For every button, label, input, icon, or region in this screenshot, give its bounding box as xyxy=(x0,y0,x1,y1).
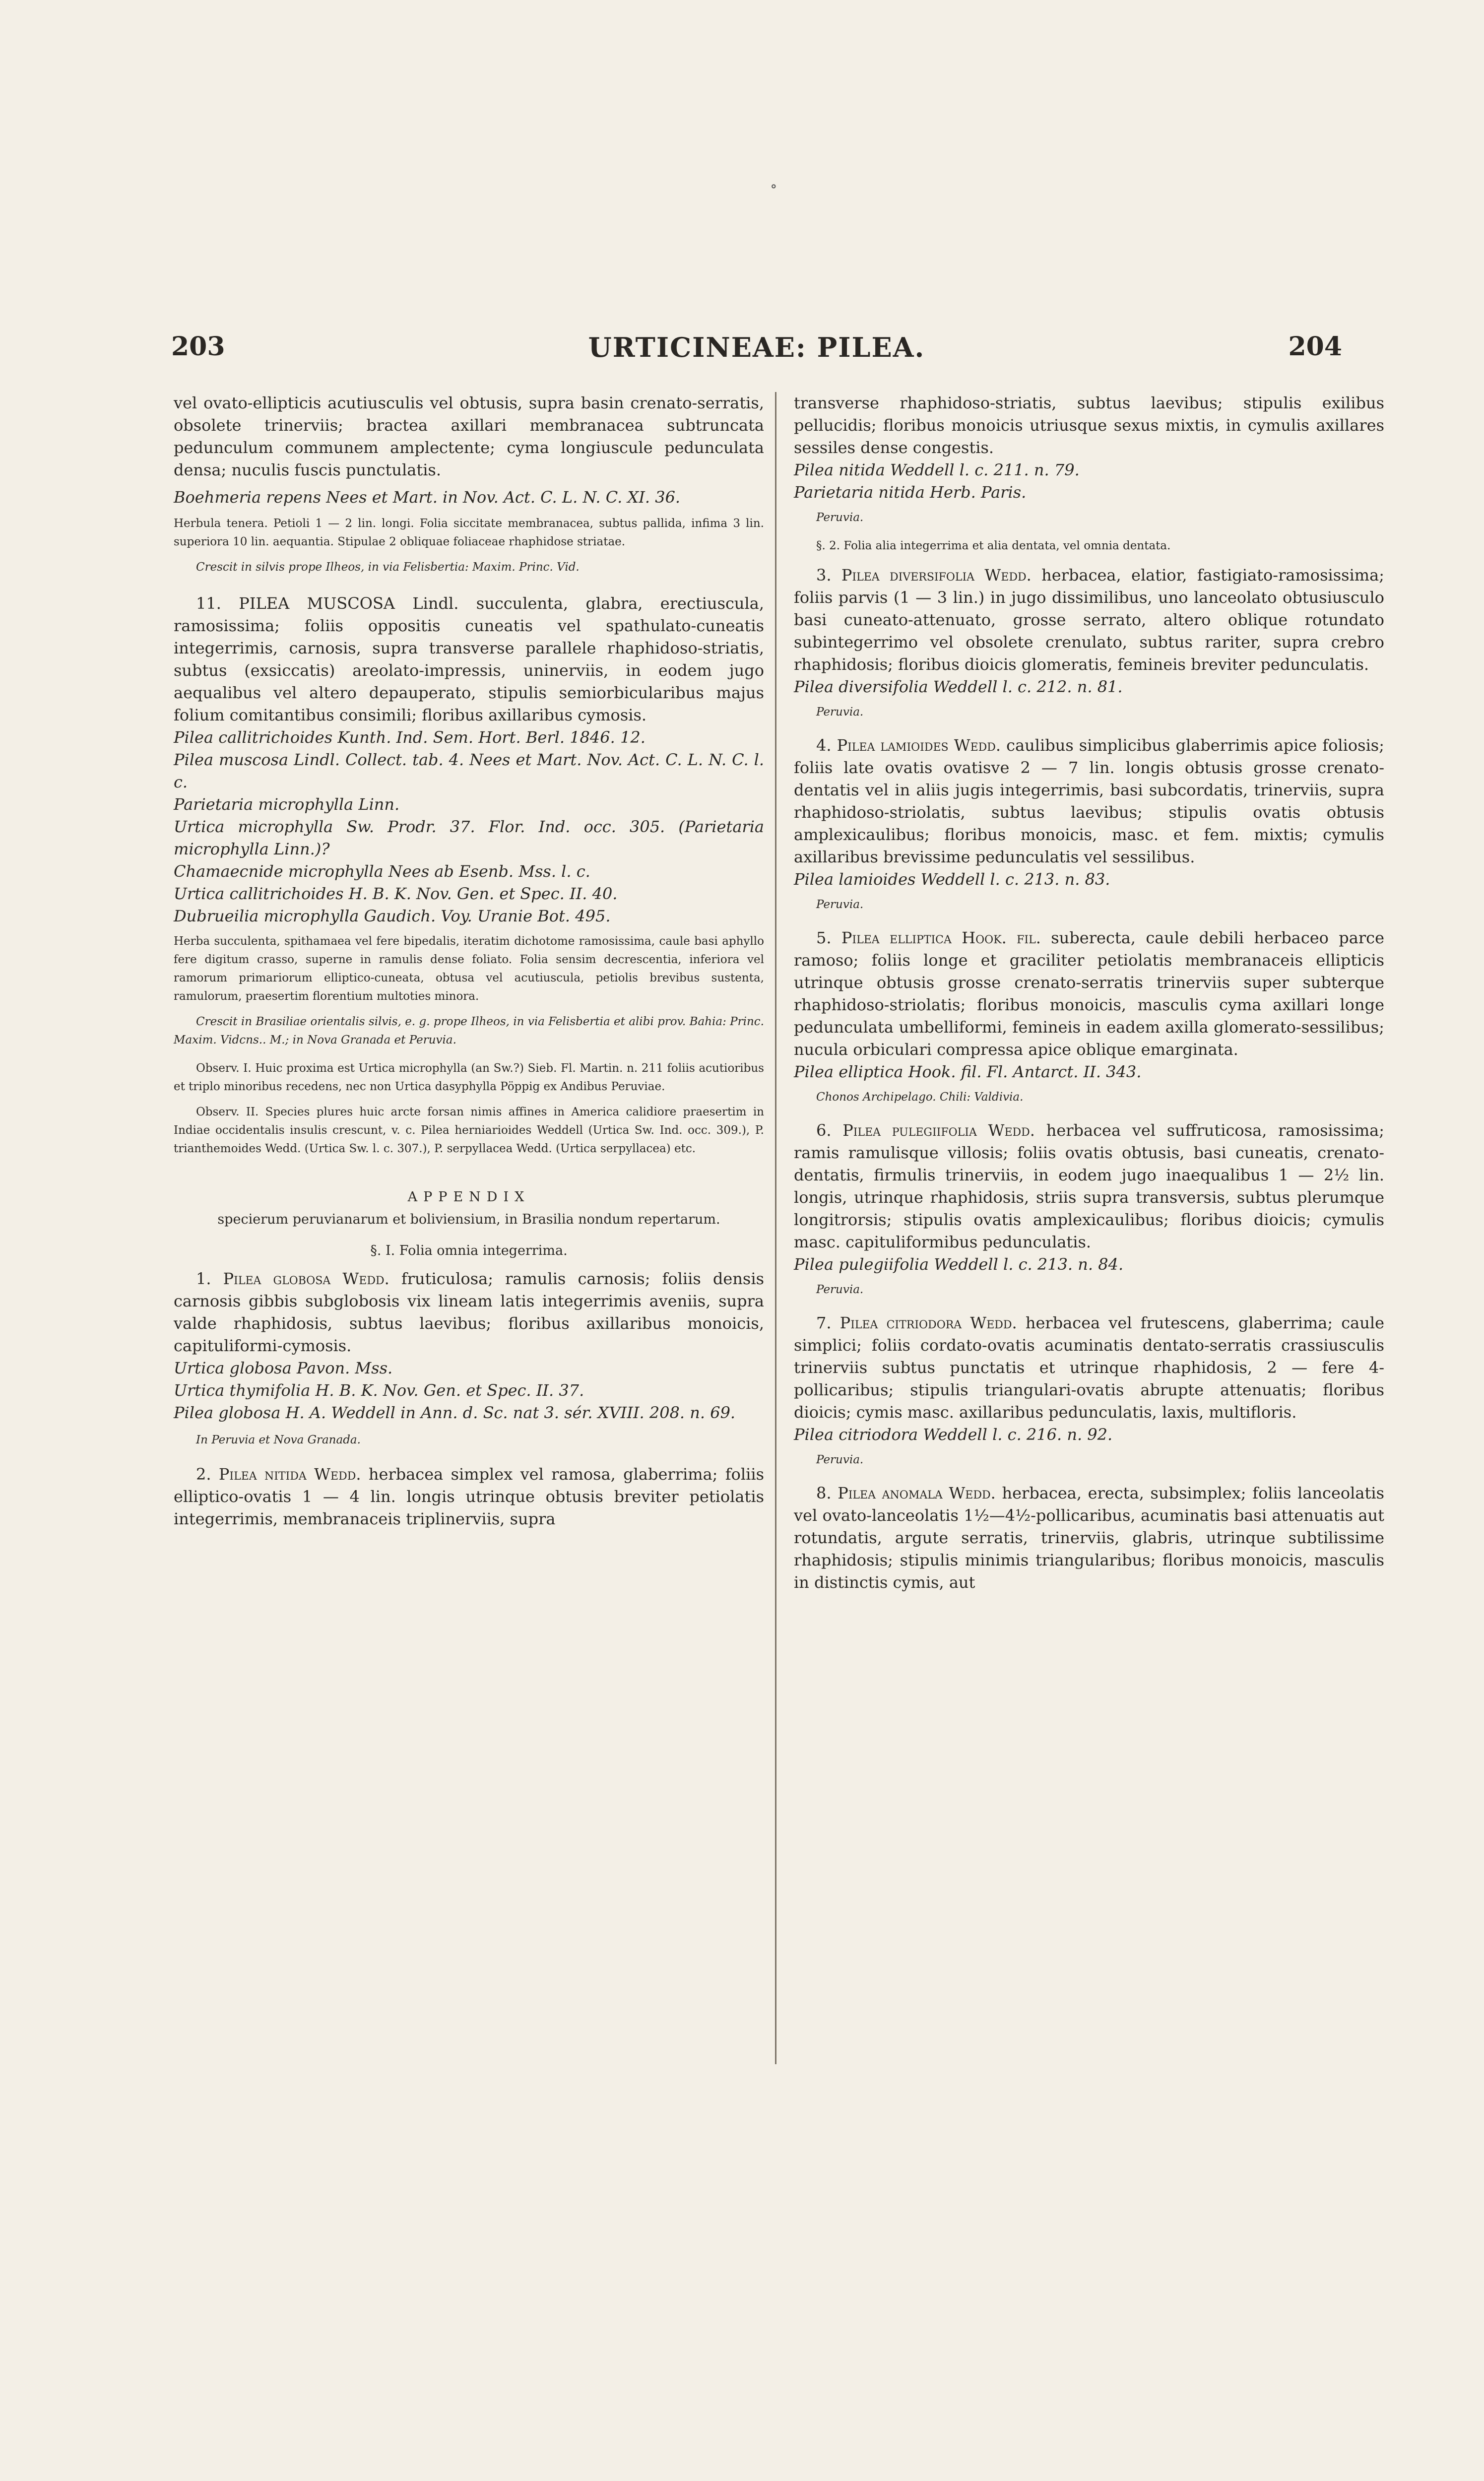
species-entry xyxy=(794,927,1384,1061)
synonym: Pilea lamioides Weddell l. c. 213. n. 83. xyxy=(794,870,1110,889)
synonym: Pilea pulegiifolia Weddell l. c. 213. n. 84. xyxy=(794,1255,1124,1274)
species-description: herbacea simplex vel ramosa, glaberrima; foliis elliptico-ovatis 1 — 4 lin. longis utrinque obtusis breviter petiolatis integerrimis, membranaceis triplinerviis, supra xyxy=(174,1465,765,1528)
species-entry xyxy=(794,1482,1384,1594)
paragraph: vel ovato-ellipticis acutiusculis vel obtusis, supra basin crenato-serratis, obsolete trinerviis; bractea axillari membranacea subtruncata pedunculum communem amplectente; cyma longiuscule pedunculata densa; nuculis fuscis punctulatis. xyxy=(174,393,764,479)
locality: Peruvia. xyxy=(816,1283,864,1296)
locality: In Peruvia et Nova Granada. xyxy=(196,1434,361,1446)
species-description: caulibus simplicibus glaberrimis apice foliosis; foliis late ovatis ovatisve 2 — 7 lin. longis obtusis grosse crenato-dentatis vel in aliis jugis integerrimis, basi subcordatis, trinerviis, supra rhaphidoso-striolatis, subtus laevibus; stipulis ovatis obtusis amplexicaulibus; floribus monoicis, masc. et fem. mixtis; cymulis axillaribus brevissime pedunculatis vel sessilibus. xyxy=(794,736,1385,866)
synonym: Pilea globosa H. A. Weddell in Ann. d. Sc. nat 3. sér. XVIII. 208. n. 69. xyxy=(174,1403,736,1422)
section-heading: §. I. Folia omnia integerrima. xyxy=(370,1243,568,1258)
locality: Peruvia. xyxy=(816,898,864,911)
observation: Herbula tenera. Petioli 1 — 2 lin. longi. Folia siccitate membranacea, subtus pallida, infima 3 lin. superiora 10 lin. aequantia. Stipulae 2 obliquae foliaceae rhaphidose striatae. xyxy=(174,517,764,548)
locality: Crescit in Brasiliae orientalis silvis, e. g. prope Ilheos, in via Felisbertia et alibi prov. Bahia: Princ. Maxim. Vidcns.. M.; in Nova Granada et Peruvia. xyxy=(174,1015,764,1046)
species-name: 8. Pilea anomala Wedd. xyxy=(816,1484,996,1502)
page-number-right: 204 xyxy=(1288,331,1342,362)
synonym: Dubrueilia microphylla Gaudich. Voy. Uranie Bot. 495. xyxy=(174,907,611,925)
left-column xyxy=(174,392,764,1530)
appendix-subtitle: specierum peruvianarum et boliviensium, in Brasilia nondum repertarum. xyxy=(217,1212,720,1227)
locality: Peruvia. xyxy=(816,706,864,718)
synonym: Pilea callitrichoides Kunth. Ind. Sem. Hort. Berl. 1846. 12. xyxy=(174,728,645,747)
species-entry xyxy=(794,1119,1384,1253)
species-name: 1. Pilea globosa Wedd. xyxy=(196,1269,389,1288)
synonym: Pilea elliptica Hook. fil. Fl. Antarct. II. 343. xyxy=(794,1062,1142,1081)
synonym: Pilea muscosa Lindl. Collect. tab. 4. Nees et Mart. Nov. Act. C. L. N. C. l. c. xyxy=(174,750,764,791)
synonym: Pilea nitida Weddell l. c. 211. n. 79. xyxy=(794,460,1080,479)
locality: Peruvia. xyxy=(816,511,864,524)
stray-mark: ∘ xyxy=(770,178,777,195)
species-description: herbacea, elatior, fastigiato-ramosissima; foliis parvis (1 — 3 lin.) in jugo dissimilibus, uno lanceolato obtusiusculo basi cuneato-attenuato, grosse serrato, altero oblique rotundato subintegerrimo vel obsolete crenulato, subtus rariter, supra crebro rhaphidosis; floribus dioicis glomeratis, femineis breviter pedunculatis. xyxy=(794,566,1384,674)
synonym: Urtica callitrichoides H. B. K. Nov. Gen. et Spec. II. 40. xyxy=(174,884,618,903)
species-name: 5. Pilea elliptica Hook. fil. xyxy=(816,928,1041,947)
locality: Chonos Archipelago. Chili: Valdivia. xyxy=(816,1091,1024,1104)
species-name: 4. Pilea lamioides Wedd. xyxy=(816,736,1001,755)
species-name: 7. Pilea citriodora Wedd. xyxy=(816,1313,1017,1332)
synonym: Boehmeria repens Nees et Mart. in Nov. Act. C. L. N. C. XI. 36. xyxy=(174,488,681,507)
synonym: Urtica thymifolia H. B. K. Nov. Gen. et Spec. II. 37. xyxy=(174,1381,584,1400)
paragraph: transverse rhaphidoso-striatis, subtus laevibus; stipulis exilibus pellucidis; floribus monoicis utriusque sexus mixtis, in cymulis axillares sessiles dense congestis. xyxy=(794,393,1384,457)
species-description: herbacea, erecta, subsimplex; foliis lanceolatis vel ovato-lanceolatis 1½—4½-pollicaribus, acuminatis basi attenuatis aut rotundatis, argute serratis, trinerviis, glabris, utrinque subtilissime rhaphidosis; stipulis minimis triangularibus; floribus monoicis, masculis in distinctis cymis, aut xyxy=(794,1484,1384,1592)
appendix-heading: APPENDIX xyxy=(407,1189,530,1205)
species-entry xyxy=(174,1463,764,1530)
species-entry xyxy=(794,1312,1384,1424)
species-description: succulenta, glabra, erectiuscula, ramosissima; foliis oppositis cuneatis vel spathulato-cuneatis integerrimis, carnosis, supra transverse parallele rhaphidoso-striatis, subtus (exsiccatis) areolato-impressis, uninerviis, in eodem jugo aequalibus vel altero depauperato, stipulis semiorbicularibus majus folium comitantibus consimili; floribus axillaribus cymosis. xyxy=(174,594,765,724)
synonym: Parietaria microphylla Linn. xyxy=(174,795,400,814)
species-description: suberecta, caule debili herbaceo parce ramoso; foliis longe et graciliter petiolatis membranaceis ellipticis utrinque obtusis grosse crenato-serratis trinerviis super subterque rhaphidoso-striolatis; floribus monoicis, masculis cyma axillari longe pedunculata umbelliformi, femineis in eadem axilla glomerato-sessilibus; nucula orbiculari compressa apice oblique emarginata. xyxy=(794,928,1385,1059)
locality: Peruvia. xyxy=(816,1453,864,1466)
synonym: Parietaria nitida Herb. Paris. xyxy=(794,483,1027,502)
synonym: Urtica globosa Pavon. Mss. xyxy=(174,1359,393,1377)
running-header xyxy=(171,331,1342,371)
observation-note: Observ. I. Huic proxima est Urtica microphylla (an Sw.?) Sieb. Fl. Martin. n. 211 foliis acutioribus et triplo minoribus recedens, nec non Urtica dasyphylla Pöppig ex Andibus Peruviae. xyxy=(174,1062,764,1093)
observation-note: Observ. II. Species plures huic arcte forsan nimis affines in America calidiore praesertim in Indiae occidentalis insulis crescunt, v. c. Pilea herniarioides Weddell (Urtica Sw. Ind. occ. 309.), P. trianthemoides Wedd. (Urtica Sw. l. c. 307.), P. serpyllacea Wedd. (Urtica serpyllacea) etc. xyxy=(174,1106,764,1155)
species-entry xyxy=(794,734,1384,868)
species-name: 6. Pilea pulegiifolia Wedd. xyxy=(816,1121,1035,1140)
page-title: URTICINEAE: PILEA. xyxy=(588,331,925,363)
synonym: Urtica microphylla Sw. Prodr. 37. Flor. Ind. occ. 305. (Parietaria microphylla Linn.)? xyxy=(174,817,764,858)
right-column xyxy=(794,392,1384,1594)
species-description: herbacea vel frutescens, glaberrima; caule simplici; foliis cordato-ovatis acuminatis dentato-serratis crassiusculis trinerviis subtus punctatis et utrinque rhaphidosis, 2 — fere 4-pollicaribus; stipulis triangulari-ovatis abrupte attenuatis; floribus dioicis; cymis masc. axillaribus pedunculatis, laxis, multifloris. xyxy=(794,1313,1385,1422)
page-number-left: 203 xyxy=(171,331,225,362)
species-description: herbacea vel suffruticosa, ramosissima; ramis ramulisque villosis; foliis ovatis obtusis, basi cuneatis, crenato-dentatis, firmulis trinerviis, in eodem jugo inaequalibus 1 — 2½ lin. longis, utrinque rhaphidosis, striis supra transversis, subtus plerumque longitrorsis; stipulis ovatis amplexicaulibus; floribus dioicis; cymulis masc. capituliformibus pedunculatis. xyxy=(794,1121,1385,1251)
species-entry xyxy=(794,564,1384,676)
species-entry xyxy=(174,1268,764,1357)
synonym: Pilea citriodora Weddell l. c. 216. n. 92. xyxy=(794,1425,1113,1444)
species-name: 3. Pilea diversifolia Wedd. xyxy=(816,566,1032,585)
species-name: 2. Pilea nitida Wedd. xyxy=(196,1465,361,1484)
species-name: 11. PILEA MUSCOSA Lindl. xyxy=(196,594,459,613)
observation: Herba succulenta, spithamaea vel fere bipedalis, iteratim dichotome ramosissima, caule basi aphyllo fere digitum crasso, superne in ramulis dense foliato. Folia sensim decrescentia, inferiora vel ramorum primariorum elliptico-cuneata, obtusa vel acutiuscula, petiolis brevibus sustenta, ramulorum, praesertim florentium multoties minora. xyxy=(174,935,764,1003)
section-heading: §. 2. Folia alia integerrima et alia dentata, vel omnia dentata. xyxy=(816,539,1171,552)
locality: Crescit in silvis prope Ilheos, in via Felisbertia: Maxim. Princ. Vid. xyxy=(196,561,580,574)
synonym: Pilea diversifolia Weddell l. c. 212. n. 81. xyxy=(794,677,1123,696)
synonym: Chamaecnide microphylla Nees ab Esenb. Mss. l. c. xyxy=(174,862,590,881)
column-divider xyxy=(775,392,776,2064)
species-description: fruticulosa; ramulis carnosis; foliis densis carnosis gibbis subglobosis vix lineam latis integerrimis aveniis, supra valde rhaphidosis, subtus laevibus; floribus axillaribus monoicis, capituliformi-cymosis. xyxy=(174,1269,764,1355)
species-entry xyxy=(174,592,764,726)
